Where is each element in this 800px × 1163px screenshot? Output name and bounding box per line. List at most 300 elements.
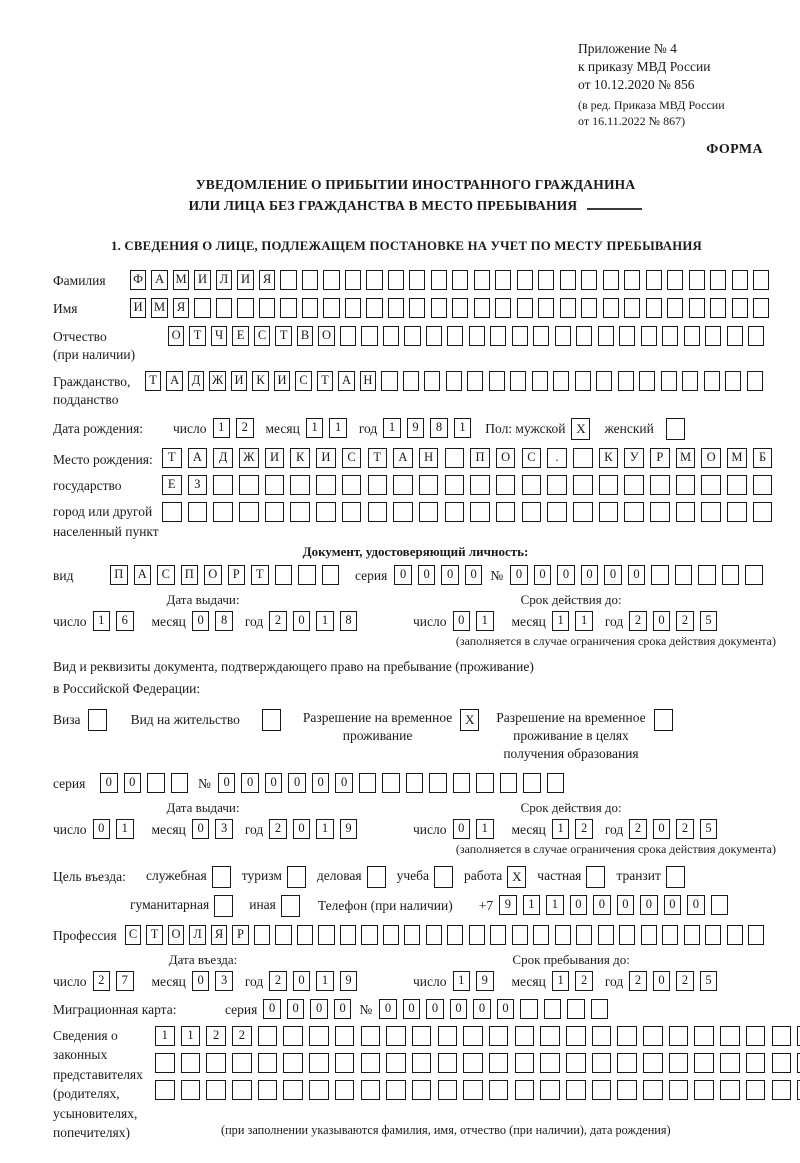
char-cell[interactable]: Д <box>213 448 233 468</box>
char-cell[interactable]: 7 <box>116 971 134 991</box>
char-cell[interactable]: 1 <box>155 1026 175 1046</box>
char-cell[interactable] <box>162 502 182 522</box>
char-cell[interactable]: И <box>231 371 247 391</box>
char-cell[interactable] <box>147 773 165 793</box>
char-cell[interactable]: 1 <box>476 611 494 631</box>
char-cell[interactable] <box>732 298 748 318</box>
char-cell[interactable]: 9 <box>407 418 425 438</box>
char-cell[interactable] <box>323 298 339 318</box>
char-cell[interactable]: И <box>274 371 290 391</box>
visa-checkbox[interactable] <box>88 709 107 731</box>
char-cell[interactable]: Р <box>232 925 248 945</box>
char-cell[interactable] <box>710 298 726 318</box>
char-cell[interactable] <box>500 773 518 793</box>
char-cell[interactable] <box>650 475 670 495</box>
char-cell[interactable]: Т <box>275 326 291 346</box>
char-cell[interactable] <box>520 999 538 1019</box>
char-cell[interactable]: Л <box>189 925 205 945</box>
char-cell[interactable]: 1 <box>316 611 334 631</box>
char-cell[interactable]: Т <box>145 371 161 391</box>
char-cell[interactable]: С <box>157 565 175 585</box>
purpose-checkbox[interactable] <box>212 866 231 888</box>
char-cell[interactable] <box>667 298 683 318</box>
char-cell[interactable] <box>429 773 447 793</box>
char-cell[interactable] <box>591 999 609 1019</box>
char-cell[interactable]: 0 <box>653 819 671 839</box>
char-cell[interactable]: Ф <box>130 270 146 290</box>
char-cell[interactable] <box>624 270 640 290</box>
char-cell[interactable] <box>366 270 382 290</box>
char-cell[interactable] <box>447 925 463 945</box>
char-cell[interactable] <box>701 475 721 495</box>
char-cell[interactable] <box>547 773 565 793</box>
char-cell[interactable] <box>540 1026 560 1046</box>
char-cell[interactable]: Ч <box>211 326 227 346</box>
char-cell[interactable] <box>624 298 640 318</box>
char-cell[interactable] <box>746 1053 766 1073</box>
char-cell[interactable]: 2 <box>232 1026 252 1046</box>
char-cell[interactable]: 1 <box>116 819 134 839</box>
char-cell[interactable]: 0 <box>241 773 259 793</box>
char-cell[interactable]: 2 <box>629 971 647 991</box>
char-cell[interactable] <box>651 565 669 585</box>
char-cell[interactable] <box>388 270 404 290</box>
char-cell[interactable] <box>710 270 726 290</box>
char-cell[interactable] <box>409 298 425 318</box>
char-cell[interactable] <box>576 326 592 346</box>
char-cell[interactable]: М <box>173 270 189 290</box>
char-cell[interactable]: 1 <box>383 418 401 438</box>
char-cell[interactable] <box>265 502 285 522</box>
char-cell[interactable]: 3 <box>215 819 233 839</box>
char-cell[interactable] <box>547 502 567 522</box>
char-cell[interactable]: 1 <box>575 611 593 631</box>
sex-female-checkbox[interactable] <box>666 418 685 440</box>
char-cell[interactable]: 2 <box>575 819 593 839</box>
char-cell[interactable] <box>447 326 463 346</box>
char-cell[interactable] <box>581 298 597 318</box>
char-cell[interactable] <box>603 270 619 290</box>
char-cell[interactable] <box>361 1053 381 1073</box>
char-cell[interactable]: 0 <box>394 565 412 585</box>
char-cell[interactable] <box>748 326 764 346</box>
char-cell[interactable]: 0 <box>465 565 483 585</box>
char-cell[interactable]: 0 <box>510 565 528 585</box>
char-cell[interactable] <box>547 475 567 495</box>
char-cell[interactable] <box>232 1080 252 1100</box>
char-cell[interactable]: Ж <box>209 371 225 391</box>
char-cell[interactable] <box>445 475 465 495</box>
char-cell[interactable] <box>639 371 655 391</box>
char-cell[interactable] <box>213 502 233 522</box>
char-cell[interactable]: П <box>181 565 199 585</box>
char-cell[interactable] <box>512 326 528 346</box>
purpose-checkbox[interactable] <box>214 895 233 917</box>
char-cell[interactable] <box>517 270 533 290</box>
char-cell[interactable] <box>406 773 424 793</box>
char-cell[interactable]: Я <box>259 270 275 290</box>
char-cell[interactable]: 1 <box>329 418 347 438</box>
char-cell[interactable]: 0 <box>265 773 283 793</box>
temp-residence-checkbox[interactable]: X <box>460 709 479 731</box>
char-cell[interactable]: 2 <box>629 611 647 631</box>
char-cell[interactable] <box>426 326 442 346</box>
char-cell[interactable]: Р <box>228 565 246 585</box>
char-cell[interactable]: 0 <box>379 999 397 1019</box>
char-cell[interactable] <box>335 1053 355 1073</box>
char-cell[interactable]: К <box>599 448 619 468</box>
char-cell[interactable]: 0 <box>617 895 635 915</box>
char-cell[interactable]: 0 <box>192 971 210 991</box>
char-cell[interactable] <box>469 326 485 346</box>
char-cell[interactable] <box>705 925 721 945</box>
char-cell[interactable] <box>490 326 506 346</box>
char-cell[interactable] <box>280 298 296 318</box>
char-cell[interactable]: 0 <box>557 565 575 585</box>
char-cell[interactable] <box>393 475 413 495</box>
char-cell[interactable] <box>213 475 233 495</box>
char-cell[interactable] <box>727 326 743 346</box>
char-cell[interactable] <box>489 1053 509 1073</box>
temp-residence-edu-checkbox[interactable] <box>654 709 673 731</box>
char-cell[interactable]: 1 <box>93 611 111 631</box>
char-cell[interactable] <box>259 298 275 318</box>
char-cell[interactable]: 0 <box>335 773 353 793</box>
char-cell[interactable] <box>689 298 705 318</box>
char-cell[interactable] <box>540 1053 560 1073</box>
char-cell[interactable] <box>573 475 593 495</box>
char-cell[interactable]: 2 <box>206 1026 226 1046</box>
char-cell[interactable]: 2 <box>269 611 287 631</box>
purpose-checkbox[interactable] <box>434 866 453 888</box>
char-cell[interactable] <box>772 1026 792 1046</box>
char-cell[interactable]: 9 <box>340 971 358 991</box>
char-cell[interactable] <box>181 1053 201 1073</box>
char-cell[interactable] <box>280 270 296 290</box>
char-cell[interactable]: Н <box>419 448 439 468</box>
char-cell[interactable] <box>592 1026 612 1046</box>
char-cell[interactable]: М <box>151 298 167 318</box>
char-cell[interactable] <box>438 1053 458 1073</box>
char-cell[interactable] <box>323 270 339 290</box>
char-cell[interactable]: 9 <box>499 895 517 915</box>
char-cell[interactable] <box>566 1053 586 1073</box>
char-cell[interactable]: 0 <box>310 999 328 1019</box>
char-cell[interactable]: 1 <box>476 819 494 839</box>
char-cell[interactable] <box>283 1080 303 1100</box>
char-cell[interactable]: 1 <box>523 895 541 915</box>
char-cell[interactable]: 0 <box>653 611 671 631</box>
char-cell[interactable] <box>533 326 549 346</box>
char-cell[interactable]: И <box>265 448 285 468</box>
char-cell[interactable] <box>298 565 316 585</box>
char-cell[interactable] <box>689 270 705 290</box>
char-cell[interactable] <box>181 1080 201 1100</box>
char-cell[interactable] <box>694 1026 714 1046</box>
char-cell[interactable] <box>393 502 413 522</box>
char-cell[interactable] <box>361 925 377 945</box>
char-cell[interactable]: 0 <box>640 895 658 915</box>
char-cell[interactable] <box>302 270 318 290</box>
char-cell[interactable] <box>489 1026 509 1046</box>
char-cell[interactable] <box>510 371 526 391</box>
char-cell[interactable] <box>361 1026 381 1046</box>
char-cell[interactable] <box>512 925 528 945</box>
char-cell[interactable] <box>290 475 310 495</box>
char-cell[interactable] <box>496 502 516 522</box>
char-cell[interactable] <box>661 371 677 391</box>
char-cell[interactable] <box>474 270 490 290</box>
char-cell[interactable]: 1 <box>453 971 471 991</box>
char-cell[interactable]: А <box>166 371 182 391</box>
char-cell[interactable] <box>772 1080 792 1100</box>
purpose-checkbox[interactable] <box>666 866 685 888</box>
char-cell[interactable]: Е <box>232 326 248 346</box>
char-cell[interactable] <box>361 1080 381 1100</box>
char-cell[interactable] <box>438 1080 458 1100</box>
char-cell[interactable] <box>646 298 662 318</box>
char-cell[interactable] <box>383 925 399 945</box>
char-cell[interactable] <box>515 1080 535 1100</box>
char-cell[interactable] <box>599 502 619 522</box>
char-cell[interactable]: М <box>676 448 696 468</box>
char-cell[interactable] <box>555 925 571 945</box>
char-cell[interactable] <box>617 1080 637 1100</box>
char-cell[interactable]: 2 <box>575 971 593 991</box>
char-cell[interactable]: 0 <box>93 819 111 839</box>
char-cell[interactable]: 0 <box>441 565 459 585</box>
purpose-checkbox[interactable] <box>281 895 300 917</box>
char-cell[interactable] <box>746 1026 766 1046</box>
char-cell[interactable]: 0 <box>687 895 705 915</box>
char-cell[interactable] <box>720 1080 740 1100</box>
char-cell[interactable] <box>232 1053 252 1073</box>
char-cell[interactable] <box>452 270 468 290</box>
char-cell[interactable] <box>388 298 404 318</box>
char-cell[interactable] <box>544 999 562 1019</box>
char-cell[interactable] <box>567 999 585 1019</box>
char-cell[interactable] <box>753 298 769 318</box>
char-cell[interactable] <box>258 1053 278 1073</box>
char-cell[interactable]: Л <box>216 270 232 290</box>
char-cell[interactable]: 0 <box>473 999 491 1019</box>
char-cell[interactable] <box>431 298 447 318</box>
char-cell[interactable] <box>438 1026 458 1046</box>
char-cell[interactable]: О <box>168 925 184 945</box>
char-cell[interactable] <box>722 565 740 585</box>
char-cell[interactable] <box>309 1080 329 1100</box>
char-cell[interactable] <box>495 270 511 290</box>
char-cell[interactable]: 0 <box>418 565 436 585</box>
char-cell[interactable] <box>646 270 662 290</box>
char-cell[interactable] <box>705 326 721 346</box>
char-cell[interactable]: А <box>151 270 167 290</box>
char-cell[interactable] <box>382 773 400 793</box>
char-cell[interactable] <box>283 1053 303 1073</box>
char-cell[interactable] <box>368 502 388 522</box>
char-cell[interactable]: С <box>295 371 311 391</box>
char-cell[interactable] <box>463 1080 483 1100</box>
char-cell[interactable] <box>515 1053 535 1073</box>
char-cell[interactable] <box>669 1053 689 1073</box>
char-cell[interactable] <box>467 371 483 391</box>
char-cell[interactable] <box>426 925 442 945</box>
char-cell[interactable] <box>667 270 683 290</box>
char-cell[interactable]: И <box>194 270 210 290</box>
char-cell[interactable] <box>366 298 382 318</box>
char-cell[interactable] <box>258 1026 278 1046</box>
char-cell[interactable] <box>283 1026 303 1046</box>
char-cell[interactable] <box>617 1053 637 1073</box>
char-cell[interactable] <box>340 925 356 945</box>
char-cell[interactable]: Р <box>650 448 670 468</box>
char-cell[interactable] <box>618 371 634 391</box>
char-cell[interactable] <box>309 1053 329 1073</box>
char-cell[interactable] <box>725 371 741 391</box>
char-cell[interactable] <box>624 502 644 522</box>
char-cell[interactable] <box>490 925 506 945</box>
char-cell[interactable] <box>335 1026 355 1046</box>
purpose-checkbox[interactable] <box>287 866 306 888</box>
char-cell[interactable] <box>682 371 698 391</box>
char-cell[interactable]: 0 <box>288 773 306 793</box>
char-cell[interactable] <box>412 1026 432 1046</box>
purpose-checkbox[interactable] <box>367 866 386 888</box>
char-cell[interactable] <box>641 326 657 346</box>
char-cell[interactable]: О <box>701 448 721 468</box>
char-cell[interactable] <box>643 1053 663 1073</box>
char-cell[interactable] <box>753 502 773 522</box>
char-cell[interactable] <box>386 1080 406 1100</box>
char-cell[interactable] <box>404 326 420 346</box>
char-cell[interactable]: Я <box>211 925 227 945</box>
char-cell[interactable]: О <box>496 448 516 468</box>
char-cell[interactable]: 2 <box>676 819 694 839</box>
char-cell[interactable] <box>540 1080 560 1100</box>
char-cell[interactable]: М <box>727 448 747 468</box>
char-cell[interactable]: 2 <box>269 971 287 991</box>
char-cell[interactable] <box>258 1080 278 1100</box>
char-cell[interactable] <box>216 298 232 318</box>
char-cell[interactable]: О <box>318 326 334 346</box>
char-cell[interactable]: 0 <box>287 999 305 1019</box>
char-cell[interactable] <box>237 298 253 318</box>
char-cell[interactable] <box>581 270 597 290</box>
char-cell[interactable] <box>171 773 189 793</box>
char-cell[interactable]: 1 <box>552 819 570 839</box>
char-cell[interactable] <box>302 298 318 318</box>
char-cell[interactable] <box>368 475 388 495</box>
char-cell[interactable] <box>560 270 576 290</box>
char-cell[interactable] <box>598 925 614 945</box>
char-cell[interactable] <box>675 565 693 585</box>
char-cell[interactable] <box>598 326 614 346</box>
char-cell[interactable] <box>155 1053 175 1073</box>
purpose-checkbox[interactable] <box>586 866 605 888</box>
char-cell[interactable] <box>573 502 593 522</box>
char-cell[interactable]: 2 <box>676 611 694 631</box>
sex-male-checkbox[interactable]: X <box>571 418 590 440</box>
char-cell[interactable] <box>342 502 362 522</box>
char-cell[interactable] <box>206 1053 226 1073</box>
char-cell[interactable] <box>155 1080 175 1100</box>
char-cell[interactable]: 1 <box>213 418 231 438</box>
char-cell[interactable] <box>470 475 490 495</box>
char-cell[interactable] <box>265 475 285 495</box>
char-cell[interactable] <box>772 1053 792 1073</box>
char-cell[interactable]: 0 <box>581 565 599 585</box>
char-cell[interactable] <box>452 298 468 318</box>
char-cell[interactable] <box>532 371 548 391</box>
char-cell[interactable] <box>684 925 700 945</box>
char-cell[interactable] <box>727 925 743 945</box>
char-cell[interactable]: 9 <box>476 971 494 991</box>
char-cell[interactable]: 0 <box>293 611 311 631</box>
char-cell[interactable]: У <box>624 448 644 468</box>
char-cell[interactable]: 8 <box>340 611 358 631</box>
char-cell[interactable]: Н <box>360 371 376 391</box>
char-cell[interactable]: П <box>470 448 490 468</box>
char-cell[interactable]: И <box>237 270 253 290</box>
char-cell[interactable] <box>684 326 700 346</box>
char-cell[interactable] <box>453 773 471 793</box>
char-cell[interactable] <box>662 326 678 346</box>
char-cell[interactable] <box>419 502 439 522</box>
char-cell[interactable] <box>596 371 612 391</box>
char-cell[interactable] <box>624 475 644 495</box>
char-cell[interactable]: 1 <box>316 971 334 991</box>
char-cell[interactable] <box>470 502 490 522</box>
char-cell[interactable] <box>662 925 678 945</box>
char-cell[interactable] <box>254 925 270 945</box>
char-cell[interactable] <box>275 565 293 585</box>
char-cell[interactable] <box>206 1080 226 1100</box>
char-cell[interactable] <box>576 925 592 945</box>
char-cell[interactable] <box>592 1080 612 1100</box>
char-cell[interactable]: Ж <box>239 448 259 468</box>
char-cell[interactable] <box>641 925 657 945</box>
char-cell[interactable] <box>592 1053 612 1073</box>
char-cell[interactable] <box>469 925 485 945</box>
char-cell[interactable] <box>445 502 465 522</box>
char-cell[interactable]: 0 <box>628 565 646 585</box>
char-cell[interactable]: 0 <box>192 819 210 839</box>
char-cell[interactable] <box>409 270 425 290</box>
char-cell[interactable]: Т <box>368 448 388 468</box>
char-cell[interactable]: 0 <box>664 895 682 915</box>
char-cell[interactable] <box>617 1026 637 1046</box>
char-cell[interactable] <box>720 1026 740 1046</box>
char-cell[interactable] <box>727 502 747 522</box>
char-cell[interactable]: 0 <box>312 773 330 793</box>
char-cell[interactable]: 2 <box>93 971 111 991</box>
char-cell[interactable] <box>711 895 729 915</box>
char-cell[interactable] <box>463 1026 483 1046</box>
char-cell[interactable] <box>599 475 619 495</box>
char-cell[interactable] <box>566 1026 586 1046</box>
char-cell[interactable]: 5 <box>700 971 718 991</box>
char-cell[interactable]: 0 <box>450 999 468 1019</box>
char-cell[interactable]: 5 <box>700 819 718 839</box>
char-cell[interactable]: 0 <box>334 999 352 1019</box>
char-cell[interactable]: 9 <box>340 819 358 839</box>
char-cell[interactable]: 0 <box>293 971 311 991</box>
char-cell[interactable] <box>704 371 720 391</box>
char-cell[interactable] <box>489 371 505 391</box>
char-cell[interactable] <box>476 773 494 793</box>
char-cell[interactable]: 6 <box>116 611 134 631</box>
char-cell[interactable] <box>720 1053 740 1073</box>
